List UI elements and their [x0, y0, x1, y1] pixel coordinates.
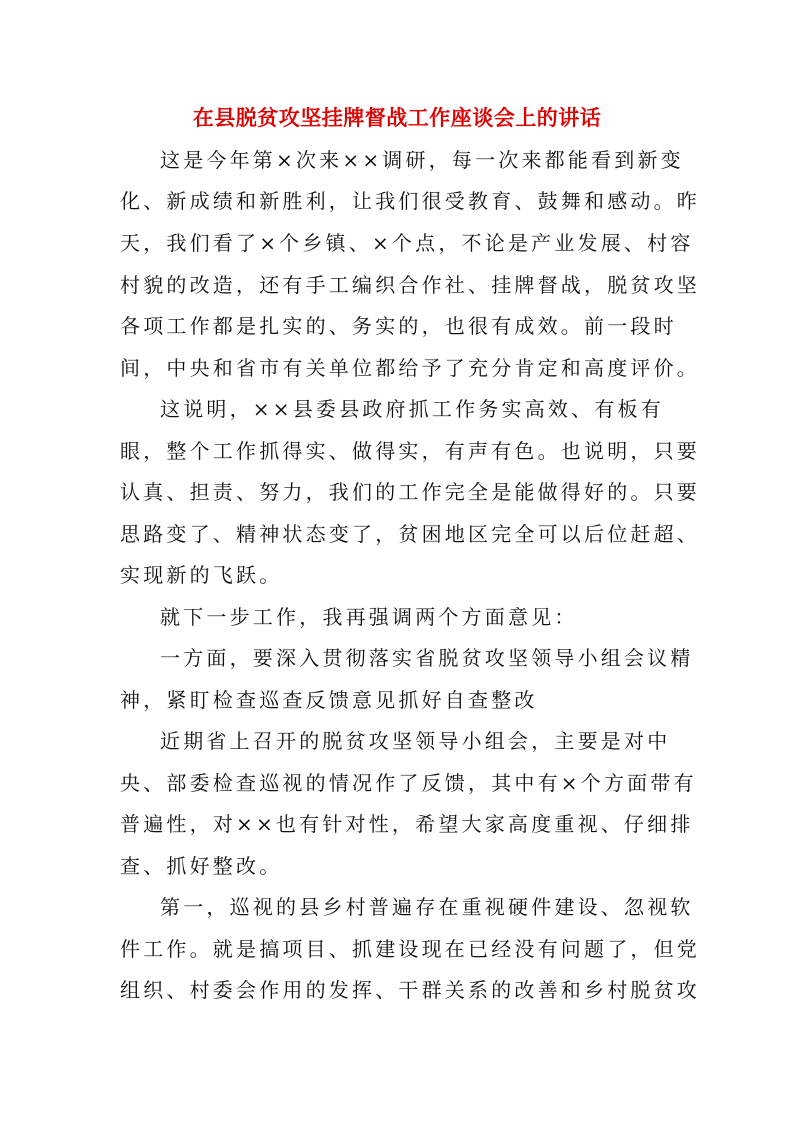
text-line: 认真、担责、努力，我们的工作完全是能做得好的。只要	[120, 480, 700, 504]
text-line: 央、部委检查巡视的情况作了反馈，其中有×个方面带有	[120, 771, 697, 795]
text-line: 天，我们看了×个乡镇、×个点，不论是产业发展、村容	[120, 231, 694, 255]
text-line: 这是今年第×次来××调研，每一次来都能看到新变	[160, 148, 684, 172]
text-line: 眼，整个工作抓得实、做得实，有声有色。也说明，只要	[120, 439, 700, 463]
text-line: 件工作。就是搞项目、抓建设现在已经没有问题了，但党	[120, 937, 700, 961]
text-line: 村貌的改造，还有手工编织合作社、挂牌督战，脱贫攻坚	[120, 273, 700, 297]
text-line: 思路变了、精神状态变了，贫困地区完全可以后位赶超、	[120, 522, 700, 546]
text-line: 这说明，××县委县政府抓工作务实高效、有板有	[160, 397, 664, 421]
text-line: 组织、村委会作用的发挥、干群关系的改善和乡村脱贫攻	[120, 978, 700, 1002]
text-line: 实现新的飞跃。	[120, 563, 283, 587]
text-line: 各项工作都是扎实的、务实的，也很有成效。前一段时	[120, 314, 677, 338]
text-line: 查、抓好整改。	[120, 854, 283, 878]
text-line: 一方面，要深入贯彻落实省脱贫攻坚领导小组会议精	[160, 646, 694, 670]
text-line: 化、新成绩和新胜利，让我们很受教育、鼓舞和感动。昨	[120, 189, 700, 213]
text-line: 间，中央和省市有关单位都给予了充分肯定和高度评价。	[120, 356, 700, 380]
text-line: 普遍性，对××也有针对性，希望大家高度重视、仔细排	[120, 812, 694, 836]
document-title: 在县脱贫攻坚挂牌督战工作座谈会上的讲话	[192, 105, 602, 130]
text-line: 就下一步工作，我再强调两个方面意见：	[160, 605, 578, 629]
text-line: 近期省上召开的脱贫攻坚领导小组会，主要是对中	[160, 729, 671, 753]
text-line: 第一，巡视的县乡村普遍存在重视硬件建设、忽视软	[160, 895, 694, 919]
text-line: 神，紧盯检查巡查反馈意见抓好自查整改	[120, 688, 538, 712]
